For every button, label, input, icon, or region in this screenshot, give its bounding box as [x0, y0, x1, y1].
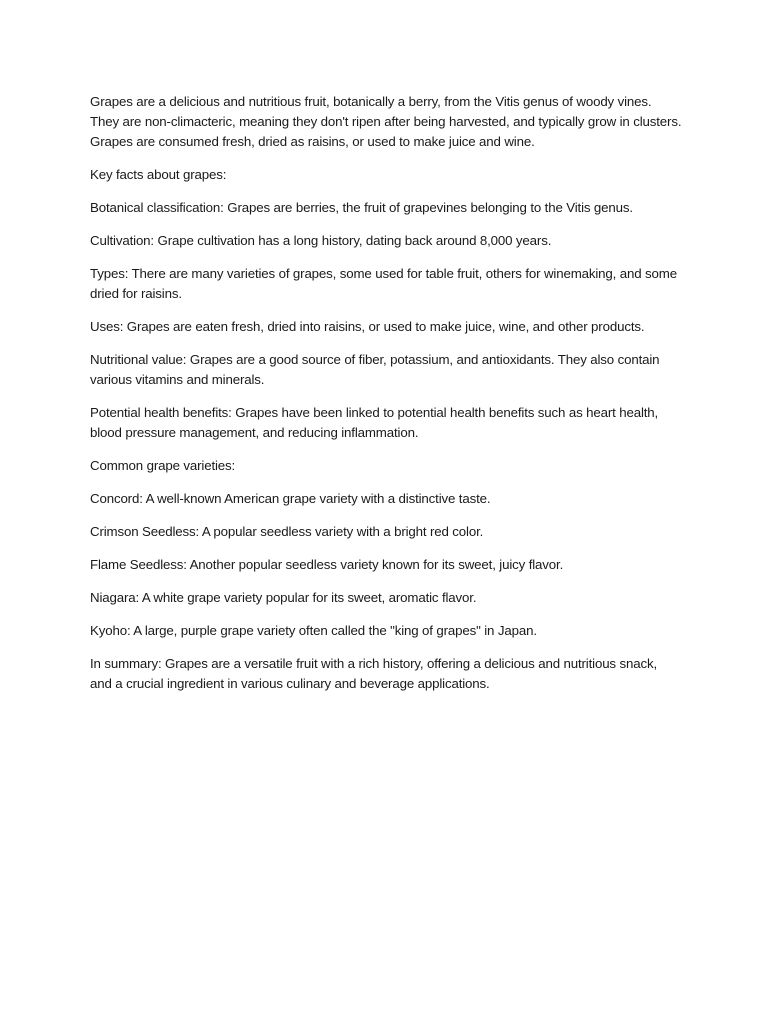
- document-body: [90, 92, 682, 707]
- variety-crimson-seedless: Crimson Seedless: A popular seedless variety with a bright red color.: [90, 524, 484, 539]
- summary-paragraph: In summary: Grapes are a versatile fruit with a rich history, offering a delicious and nutritious snack, and a crucial ingredient in various culinary and beverage applications.: [90, 656, 658, 691]
- variety-flame-seedless: Flame Seedless: Another popular seedless variety known for its sweet, juicy flavor.: [90, 557, 564, 572]
- fact-cultivation: Cultivation: Grape cultivation has a long history, dating back around 8,000 years.: [90, 233, 552, 248]
- fact-health-benefits: Potential health benefits: Grapes have been linked to potential health benefits such as heart health, blood pressure management, and reducing inflammation.: [90, 405, 659, 440]
- variety-niagara: Niagara: A white grape variety popular for its sweet, aromatic flavor.: [90, 590, 477, 605]
- variety-kyoho: Kyoho: A large, purple grape variety often called the "king of grapes" in Japan.: [90, 623, 537, 638]
- fact-nutritional-value: Nutritional value: Grapes are a good source of fiber, potassium, and antioxidants. They also contain various vitamins and minerals.: [90, 352, 660, 387]
- variety-concord: Concord: A well-known American grape variety with a distinctive taste.: [90, 491, 491, 506]
- intro-paragraph: Grapes are a delicious and nutritious fruit, botanically a berry, from the Vitis genus of woody vines. They are non-climacteric, meaning they don't ripen after being harvested, and typically grow in clusters. Grapes are consumed fresh, dried as raisins, or used to make juice and wine.: [90, 94, 682, 149]
- fact-types: Types: There are many varieties of grapes, some used for table fruit, others for winemaking, and some dried for raisins.: [90, 266, 677, 301]
- key-facts-heading: Key facts about grapes:: [90, 167, 227, 182]
- fact-botanical-classification: Botanical classification: Grapes are berries, the fruit of grapevines belonging to the Vitis genus.: [90, 200, 633, 215]
- varieties-heading: Common grape varieties:: [90, 458, 236, 473]
- fact-uses: Uses: Grapes are eaten fresh, dried into raisins, or used to make juice, wine, and other products.: [90, 319, 645, 334]
